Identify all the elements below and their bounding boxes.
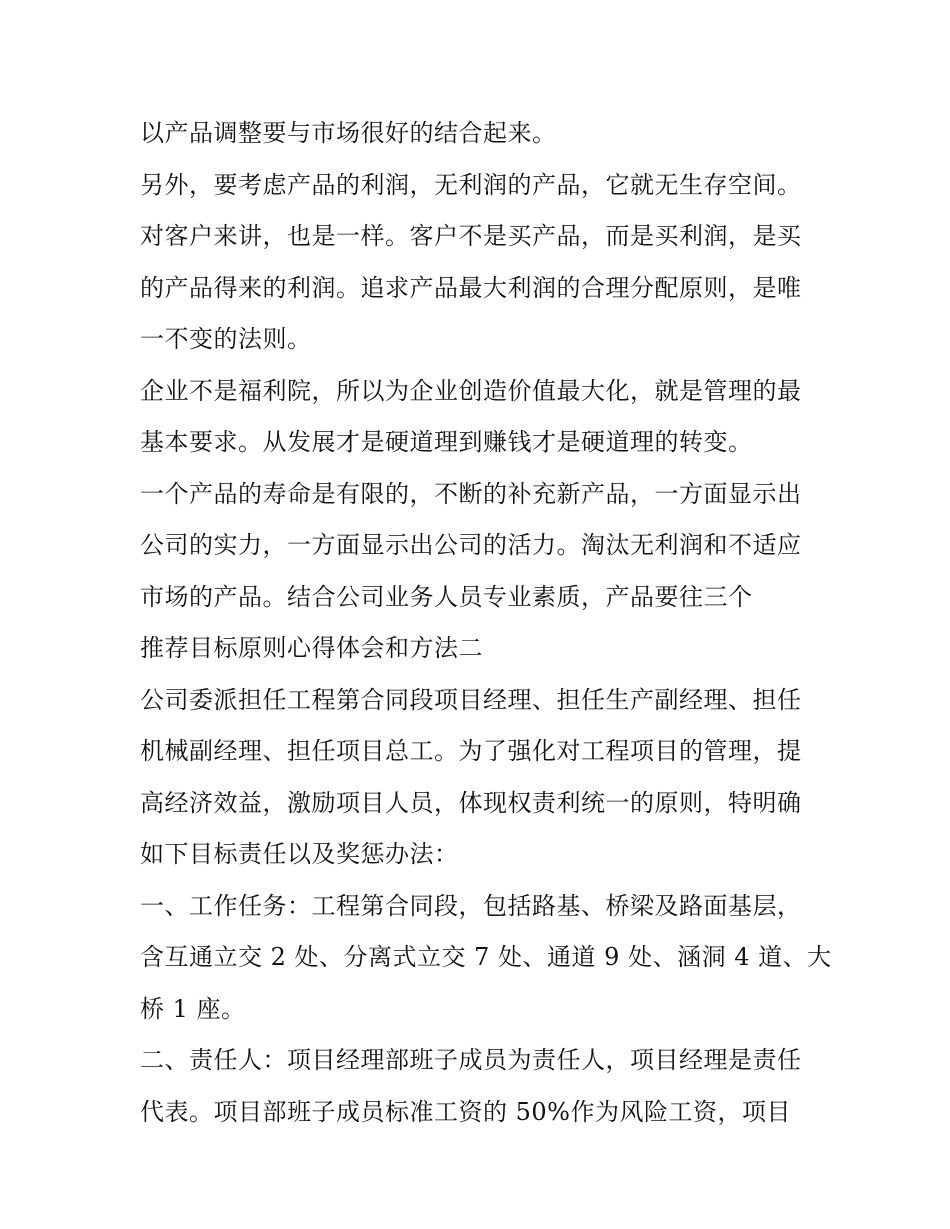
section-heading: 推荐目标原则心得体会和方法二 — [140, 634, 483, 662]
text-line: 企业不是福利院，所以为企业创造价值最大化，就是管理的最 — [140, 376, 802, 405]
text-line: 市场的产品。结合公司业务人员专业素质，产品要往三个 — [140, 582, 753, 611]
text-line: 公司的实力，一方面显示出公司的活力。淘汰无利润和不适应 — [140, 531, 802, 559]
text-line: 基本要求。从发展才是硬道理到赚钱才是硬道理的转变。 — [140, 428, 753, 456]
text-line: 机械副经理、担任项目总工。为了强化对工程项目的管理，提 — [140, 737, 802, 765]
text-line: 含互通立交 2 处、分离式立交 7 处、通道 9 处、涵洞 4 道、大 — [140, 943, 832, 971]
text-line: 的产品得来的利润。追求产品最大利润的合理分配原则，是唯 — [140, 273, 802, 302]
text-line: 二、责任人：项目经理部班子成员为责任人，项目经理是责任 — [140, 1046, 802, 1074]
text-line: 如下目标责任以及奖惩办法： — [140, 840, 459, 868]
text-line: 另外，要考虑产品的利润，无利润的产品，它就无生存空间。 — [140, 170, 802, 199]
text-line: 代表。项目部班子成员标准工资的 50%作为风险工资，项目 — [140, 1097, 791, 1126]
text-line: 一个产品的寿命是有限的，不断的补充新产品，一方面显示出 — [140, 479, 802, 508]
text-line: 一、工作任务：工程第合同段，包括路基、桥梁及路面基层， — [140, 891, 802, 920]
text-line: 以产品调整要与市场很好的结合起来。 — [140, 119, 557, 147]
text-line: 一不变的法则。 — [140, 325, 312, 353]
text-line: 公司委派担任工程第合同段项目经理、担任生产副经理、担任 — [140, 685, 802, 714]
text-line: 对客户来讲，也是一样。客户不是买产品，而是买利润，是买 — [140, 222, 802, 250]
document-body — [140, 108, 832, 1138]
text-line: 桥 1 座。 — [140, 994, 246, 1023]
text-line: 高经济效益，激励项目人员，体现权责利统一的原则，特明确 — [140, 788, 802, 817]
